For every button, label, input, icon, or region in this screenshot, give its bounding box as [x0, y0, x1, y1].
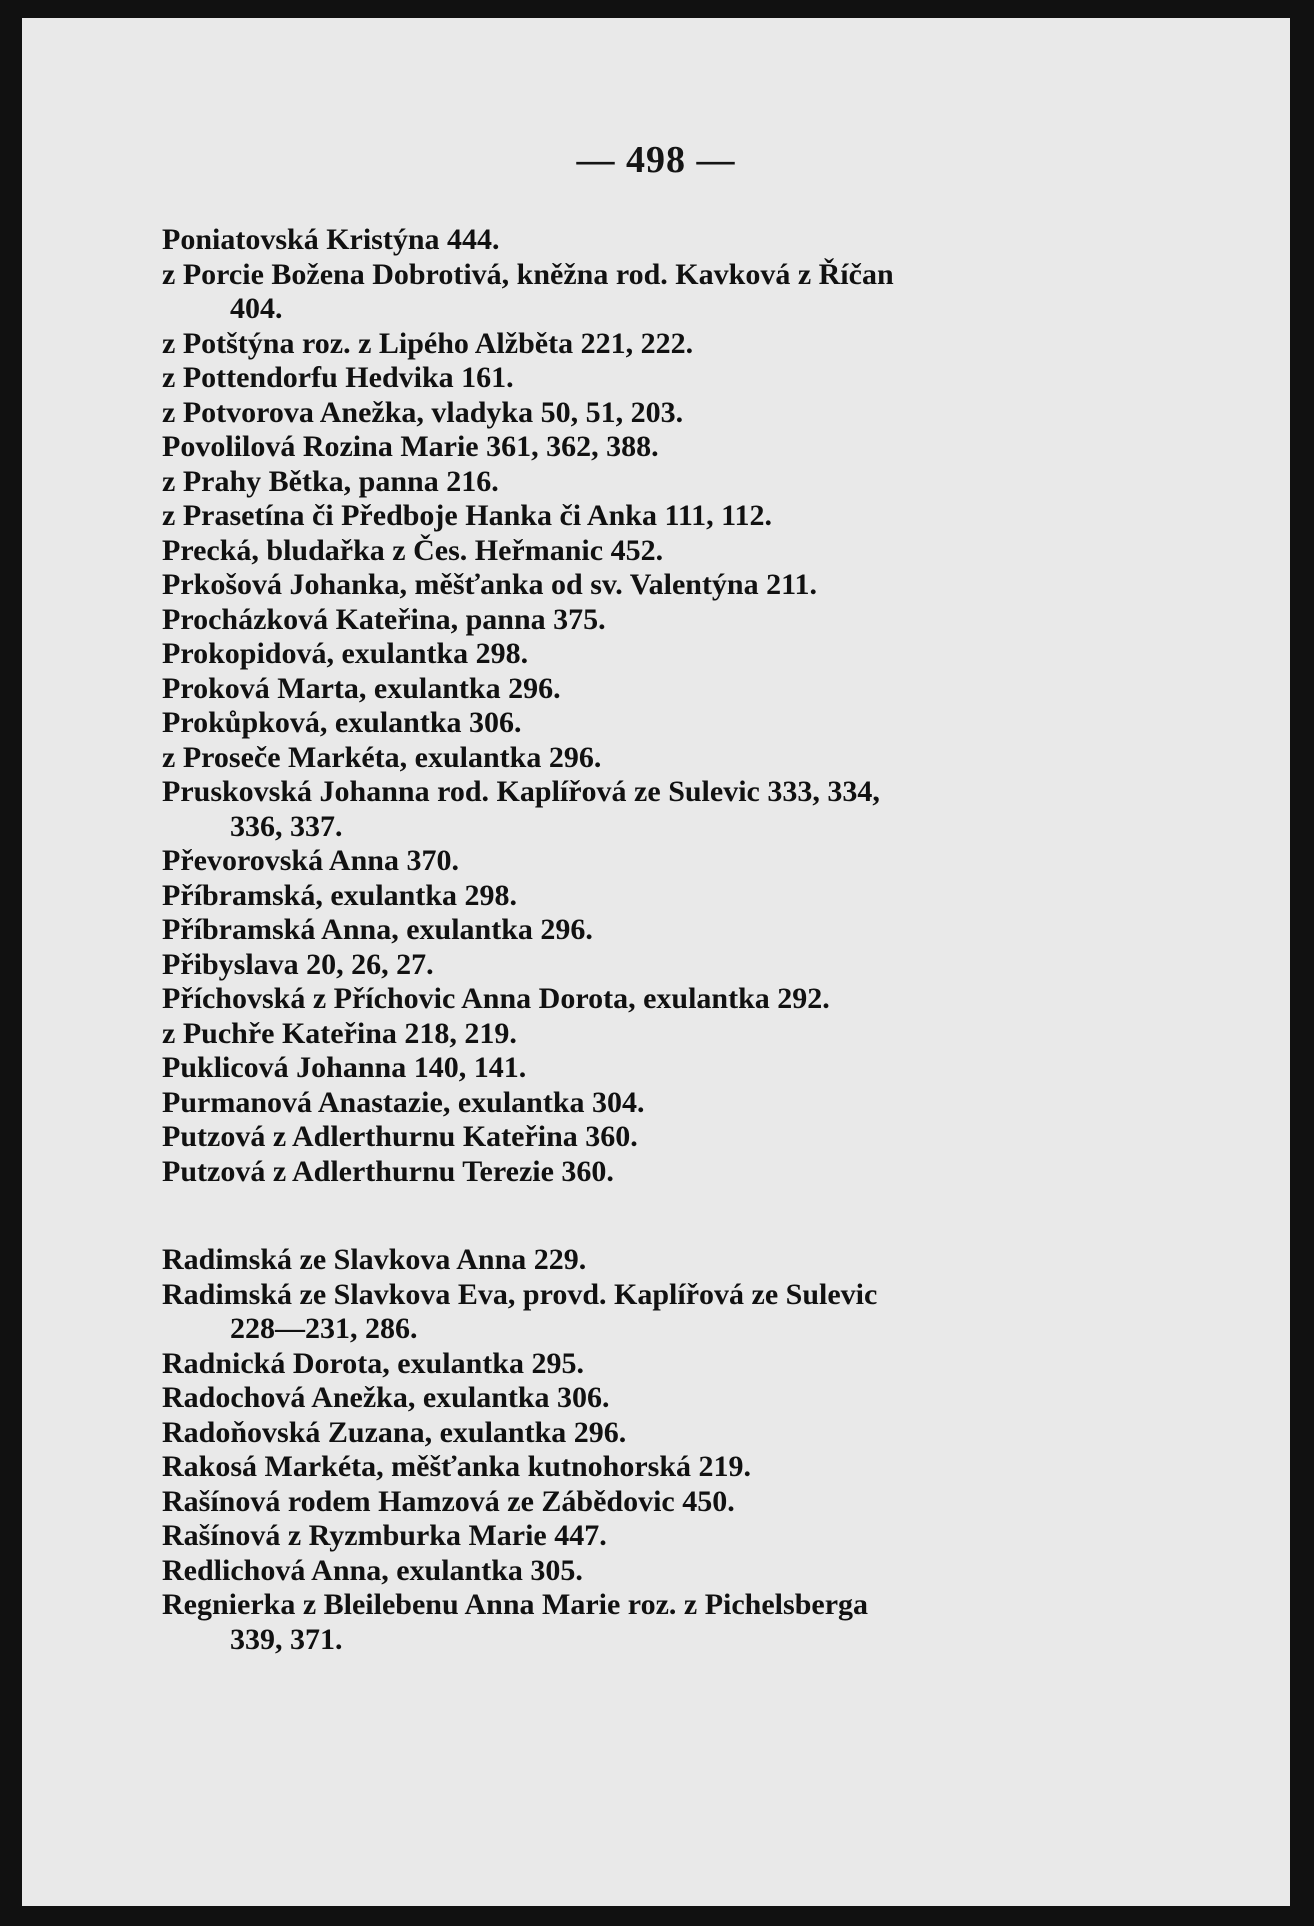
index-entry: [162, 1347, 1172, 1382]
index-entry: [162, 430, 1172, 465]
index-entry-text: z Pottendorfu Hedvika 161.: [162, 361, 514, 394]
index-entry: [162, 465, 1172, 500]
index-entry-text: Radimská ze Slavkova Eva, provd. Kaplířová ze Sulevic: [162, 1277, 878, 1311]
index-entry: [162, 1381, 1172, 1416]
index-entry-text: Putzová z Adlerthurnu Kateřina 360.: [162, 1120, 638, 1153]
index-entry: [162, 603, 1172, 638]
index-entry-text: z Proseče Markéta, exulantka 296.: [162, 740, 602, 774]
index-entry-text: Redlichová Anna, exulantka 305.: [162, 1553, 583, 1587]
index-entry: [162, 1588, 1172, 1657]
index-entry: [162, 1120, 1172, 1155]
index-entry: [162, 1155, 1172, 1190]
index-entry-text: Rakosá Markéta, měšťanka kutnohorská 219.: [162, 1450, 752, 1483]
index-entry-text: Procházková Kateřina, panna 375.: [162, 602, 606, 636]
index-entry-text: Poniatovská Kristýna 444.: [162, 223, 500, 256]
index-entry-text: Purmanová Anastazie, exulantka 304.: [162, 1085, 645, 1119]
index-block-p: [162, 223, 1172, 1189]
index-entry-text: Radochová Anežka, exulantka 306.: [162, 1381, 610, 1414]
index-entry-text: Puklicová Johanna 140, 141.: [162, 1051, 527, 1084]
index-entry: [162, 706, 1172, 741]
index-entry-text: z Prasetína či Předboje Hanka či Anka 111, 112.: [162, 499, 773, 532]
index-entry-text: z Porcie Božena Dobrotivá, kněžna rod. Kavková z Říčan: [162, 257, 894, 291]
index-entry-text: z Prahy Bětka, panna 216.: [162, 464, 499, 498]
index-entry-text: Radimská ze Slavkova Anna 229.: [162, 1243, 587, 1276]
index-entry: [162, 223, 1172, 258]
index-entry: [162, 396, 1172, 431]
index-entry-text: z Potštýna roz. z Lipého Alžběta 221, 222.: [162, 326, 694, 360]
index-entry: [162, 637, 1172, 672]
document-page: [22, 18, 1290, 1906]
index-entry-text: Prokůpková, exulantka 306.: [162, 706, 522, 739]
index-entry-text: Rašínová z Ryzmburka Marie 447.: [162, 1519, 607, 1552]
index-entry: [162, 1051, 1172, 1086]
index-entry: [162, 775, 1172, 844]
index-entry-text: Prokopidová, exulantka 298.: [162, 637, 529, 670]
index-entry: [162, 1017, 1172, 1052]
index-entry: [162, 1086, 1172, 1121]
name-index: [162, 223, 1172, 1657]
index-entry: [162, 327, 1172, 362]
index-entry-text: Povolilová Rozina Marie 361, 362, 388.: [162, 430, 659, 463]
index-entry: [162, 913, 1172, 948]
index-entry-text: Přibyslava 20, 26, 27.: [162, 947, 434, 981]
index-entry: [162, 879, 1172, 914]
index-entry-continuation: 404.: [230, 292, 283, 325]
index-entry-text: Příbramská, exulantka 298.: [162, 878, 518, 912]
index-entry-text: Pruskovská Johanna rod. Kaplířová ze Sulevic 333, 334,: [162, 775, 880, 808]
index-entry-text: Příbramská Anna, exulantka 296.: [162, 913, 593, 946]
index-entry-continuation: 336, 337.: [230, 809, 343, 843]
index-entry-text: z Puchře Kateřina 218, 219.: [162, 1016, 517, 1050]
index-entry: [162, 361, 1172, 396]
index-entry: [162, 844, 1172, 879]
index-entry-text: Příchovská z Příchovic Anna Dorota, exulantka 292.: [162, 982, 830, 1015]
index-entry-continuation: 339, 371.: [230, 1622, 343, 1656]
index-entry-text: z Potvorova Anežka, vladyka 50, 51, 203.: [162, 395, 684, 429]
index-entry: [162, 948, 1172, 983]
index-entry: [162, 1278, 1172, 1347]
section-gap: [162, 1189, 1172, 1243]
index-entry: [162, 1416, 1172, 1451]
index-entry: [162, 741, 1172, 776]
index-entry: [162, 1450, 1172, 1485]
index-entry: [162, 499, 1172, 534]
index-entry-text: Rašínová rodem Hamzová ze Zábědovic 450.: [162, 1484, 735, 1518]
index-entry-text: Prkošová Johanka, měšťanka od sv. Valentýna 211.: [162, 568, 817, 601]
index-entry: [162, 1519, 1172, 1554]
index-entry-text: Precká, bludařka z Čes. Heřmanic 452.: [162, 533, 664, 567]
index-entry-text: Putzová z Adlerthurnu Terezie 360.: [162, 1154, 614, 1188]
index-entry-text: Radnická Dorota, exulantka 295.: [162, 1346, 584, 1380]
index-entry-text: Proková Marta, exulantka 296.: [162, 671, 561, 705]
index-entry-text: Radoňovská Zuzana, exulantka 296.: [162, 1415, 627, 1449]
index-entry-text: Převorovská Anna 370.: [162, 844, 459, 877]
index-block-r: [162, 1243, 1172, 1657]
page-number: — 498 —: [576, 139, 736, 181]
index-entry-text: Regnierka z Bleilebenu Anna Marie roz. z Pichelsberga: [162, 1588, 869, 1621]
index-entry: [162, 534, 1172, 569]
index-entry: [162, 982, 1172, 1017]
index-entry: [162, 568, 1172, 603]
index-entry: [162, 1554, 1172, 1589]
index-entry-continuation: 228—231, 286.: [230, 1312, 418, 1345]
index-entry: [162, 672, 1172, 707]
index-entry: [162, 258, 1172, 327]
index-entry: [162, 1243, 1172, 1278]
index-entry: [162, 1485, 1172, 1520]
